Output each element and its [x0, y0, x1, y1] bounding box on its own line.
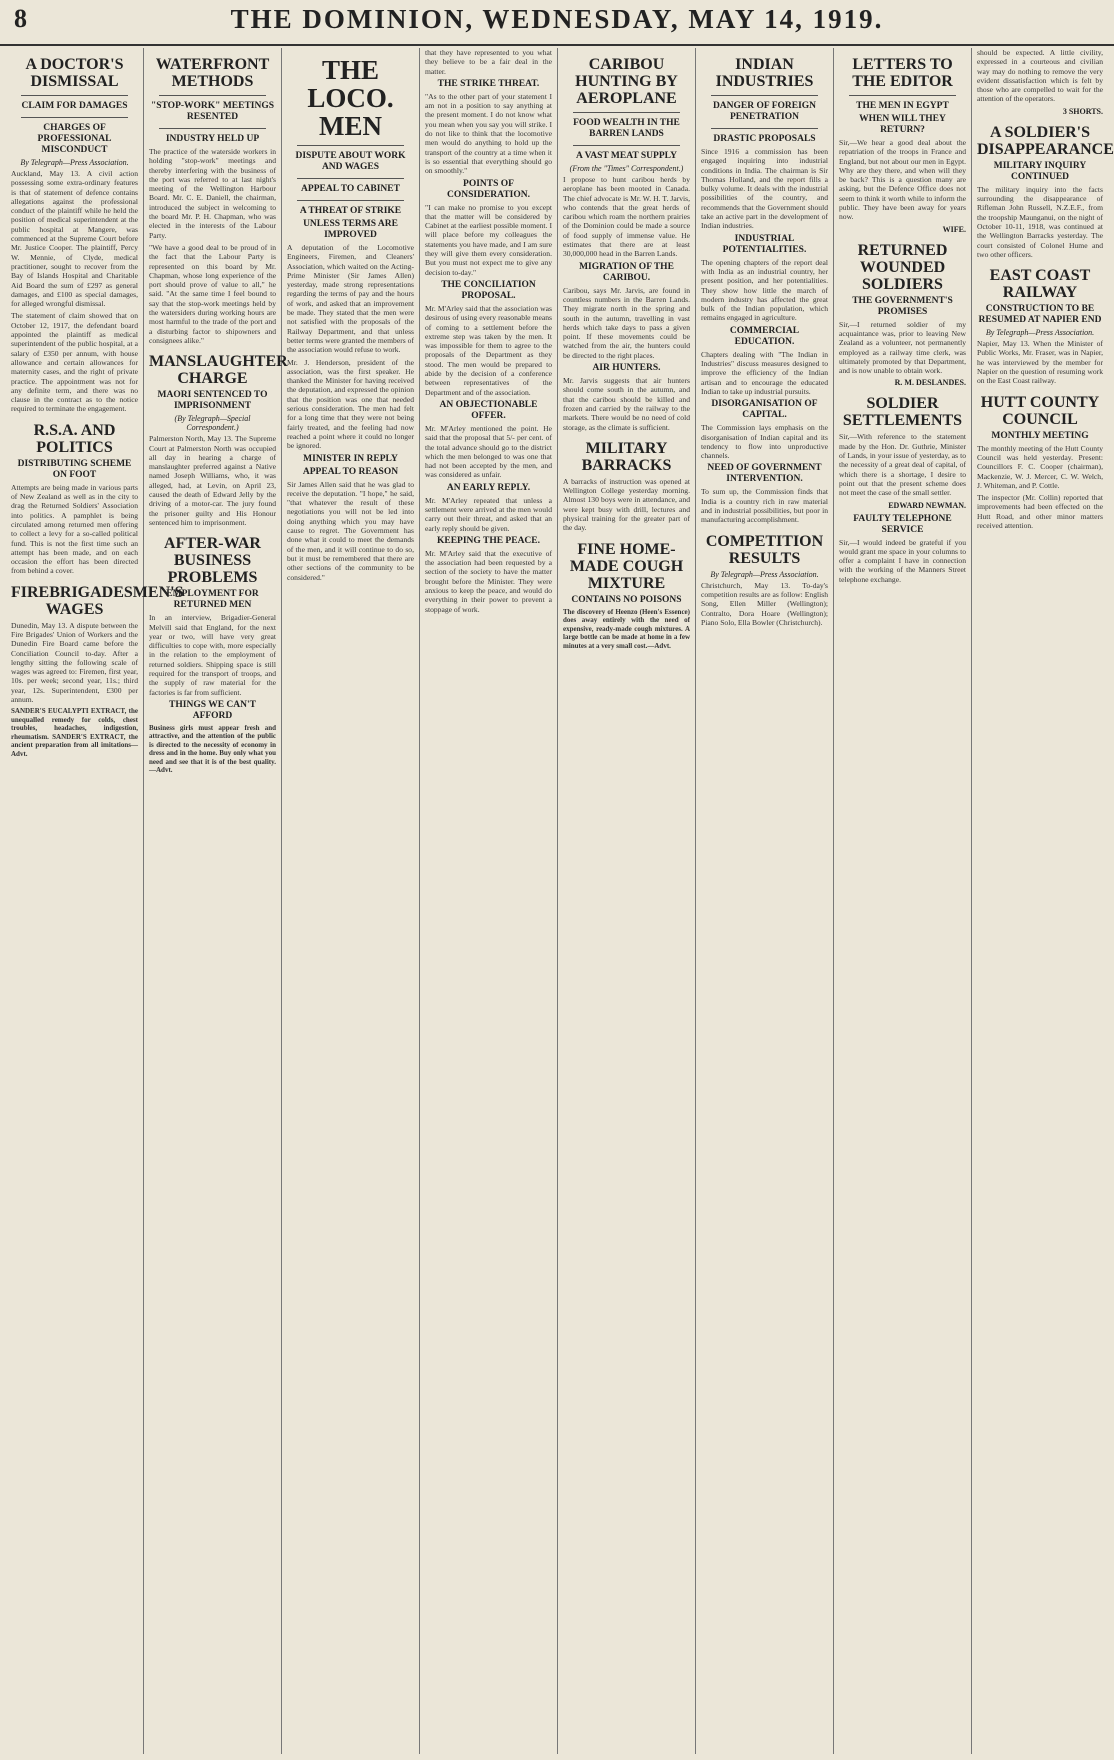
article-subheading: A VAST MEAT SUPPLY — [576, 151, 677, 161]
article-subheading: AN OBJECTIONABLE OFFER. — [439, 399, 538, 421]
column-3 — [282, 48, 420, 1754]
advertisement: Business girls must appear fresh and attractive, and the attention of the public is directed to the necessity of economy in dress and in the home. Buy only what you need and see that it is of the best quality.—Advt. — [149, 723, 276, 775]
article-subheading: MINISTER IN REPLY — [303, 453, 398, 464]
article-subheading: CONSTRUCTION TO BE RESUMED AT NAPIER END — [978, 304, 1102, 326]
column-4 — [420, 48, 558, 1754]
dateline: By Telegraph—Press Association. — [710, 569, 819, 579]
article-paragraph: "I can make no promise to you except that the matter will be considered by Cabinet at the earliest possible moment. I will place before my colleagues the statements you have made, and I am sure they will give them every consideration. But you must not expect me to give any decision to-day." — [425, 202, 552, 277]
article-subheading: DANGER OF FOREIGN PENETRATION — [712, 101, 817, 122]
article-subheading: CHARGES OF PROFESSIONAL MISCONDUCT — [37, 123, 112, 155]
letter-signature: R. M. DESLANDES. — [894, 378, 966, 388]
column-5 — [558, 48, 696, 1754]
article-subheading: FAULTY TELEPHONE SERVICE — [853, 513, 952, 535]
article-subheading: THE MEN IN EGYPT — [856, 101, 949, 111]
article-subheading: INDUSTRIAL POTENTIALITIES. — [722, 233, 807, 255]
article-subheading: MIGRATION OF THE CARIBOU. — [579, 261, 674, 283]
article-paragraph: A barracks of instruction was opened at Wellington College yesterday morning. Almost 130 boys were in attendance, and were kept busy with drill, lectures and physical training for the greater part of the day. — [563, 476, 690, 533]
article-paragraph: Mr. M'Arley mentioned the point. He said that the proposal that 5/- per cent. of the total advance should go to the district which the men belonged to was one that had not been accepted by the men, and was considered as unfair. — [425, 423, 552, 480]
article-paragraph: "As to the other part of your statement I am not in a position to say anything at the present moment. I do not know what you mean when you say you will strike. I do not like to think that the locomotive men would do anything to hold up the transport of the country at a time when it is so essential that everything should go on smoothly." — [425, 91, 552, 176]
article-paragraph: Attempts are being made in various parts of New Zealand as well as in the city to drag the Returned Soldiers' Association into politics. A pamphlet is being circulated among returned men offering to collect a levy for a so-called political fund. This is not the first time such an attempt has been made, and on each occasion the effort has been directed from behind a cover. — [11, 482, 138, 576]
dateline: (By Telegraph—Special Correspondent.) — [174, 414, 251, 433]
article-paragraph: Napier, May 13. When the Minister of Public Works, Mr. Fraser, was in Napier, he was interviewed by the member for Napier on the question of resuming work on the East Coast railway. — [977, 339, 1103, 386]
article-subheading: "STOP-WORK" MEETINGS RESENTED — [150, 101, 275, 122]
article-subheading: INDUSTRY HELD UP — [165, 134, 260, 144]
masthead — [0, 0, 1114, 46]
article-subheading: EMPLOYMENT FOR RETURNED MEN — [166, 589, 259, 611]
article-paragraph: Mr. J. Henderson, president of the association, was the first speaker. He thanked the Minister for having received the deputation, and expressed the opinion that the position was one that needed serious consideration. The men had felt for a long time that they were not being fairly treated, and the feeling had now reached a point where it could no longer be ignored. — [287, 357, 414, 451]
article-paragraph: The statement of claim showed that on October 12, 1917, the defendant board appointed the plaintiff as medical superintendent of the public hospital, at a salary of £350 per annum, with house allowance and certain allowances for maternity cases, and the right of private practice. The appointment was not for any definite term, and there was no clause in the contract as to the notice required to terminate the engagement. — [11, 311, 138, 414]
article-subheading: CLAIM FOR DAMAGES — [21, 101, 128, 111]
article-paragraph: The practice of the waterside workers in holding "stop-work" meetings and thereby interfering with the business of the port was referred to at last night's meeting of the Wellington Harbour Board. Mr. C. E. Daniell, the chairman, introduced the subject in welcoming to the board Mr. P. H. Chapman, who was elected in the interests of the Labour Party. — [149, 147, 276, 240]
article-subheading: DRASTIC PROPOSALS — [713, 134, 816, 144]
article-paragraph: "We have a good deal to be proud of in the fact that the Labour Party is represented on this board by Mr. Chapman, whose long experience of the port should prove of value to all," he said. "At the same time I feel bound to say that the stop-work meetings held by the watersiders during working hours are most harmful to the trade of the port and a disturbing factor to shipowners and consignees alike." — [149, 242, 276, 345]
article-headline: AFTER-WAR BUSINESS PROBLEMS — [164, 535, 261, 587]
article-subheading: APPEAL TO REASON — [302, 466, 399, 477]
article-subheading: POINTS OF CONSIDERATION. — [447, 178, 530, 200]
article-subheading: KEEPING THE PEACE. — [436, 535, 541, 546]
article-subheading: DISPUTE ABOUT WORK AND WAGES — [295, 151, 406, 172]
article-subheading: UNLESS TERMS ARE IMPROVED — [303, 219, 398, 240]
advertisement: SANDER'S EUCALYPTI EXTRACT, the unequalled remedy for colds, chest troubles, headaches, indigestion, rheumatism. SANDER'S EXTRACT, the ancient preparation from all imitations—Advt. — [11, 707, 138, 758]
column-6 — [696, 48, 834, 1754]
article-subheading: COMMERCIAL EDUCATION. — [729, 325, 800, 347]
article-headline: MANSLAUGHTER CHARGE — [149, 353, 288, 388]
article-paragraph: The inspector (Mr. Collin) reported that improvements had been effected on the Hutt Road, and other minor matters received attention. — [977, 493, 1103, 531]
letter-signature: WIFE. — [942, 224, 966, 234]
article-paragraph: The monthly meeting of the Hutt County Council was held yesterday. Present: Councillors F. C. Cooper (chairman), Mackenzie, W. J. Mercer, C. W. Welch, J. Whiteman, and P. Cottle. — [977, 443, 1103, 490]
article-paragraph: Since 1916 a commission has been engaged inquiring into industrial conditions in India. The chairman is Sir Thomas Holland, and the report fills a bulky volume. It deals with the industrial possibilities of the country, and recommends that the Government should take an active part in the development of Indian industries. — [701, 147, 828, 231]
article-headline: MILITARY BARRACKS — [581, 439, 672, 474]
article-subheading: DISTRIBUTING SCHEME ON FOOT — [17, 458, 132, 480]
dateline: By Telegraph—Press Association. — [20, 158, 129, 167]
article-subheading: CONTAINS NO POISONS — [571, 594, 682, 605]
article-paragraph: Dunedin, May 13. A dispute between the Fire Brigades' Union of Workers and the Dunedin Fire Board came before the Conciliation Council to-day. After a lengthy sitting the following scale of wages was agreed to: Firemen, first year, 10s. per week; second year, 11s.; third year, 12s. Superintendent, £300 per annum. — [11, 620, 138, 705]
article-paragraph: A deputation of the Locomotive Engineers, Firemen, and Cleaners' Association, which waited on the Acting-Prime Minister (Sir James Allen) yesterday, made strong representations regarding the terms of pay and the hours of work, and asked that an improvement be made. They stated that the men were not satisfied with the proposals of the Railway Department, and that unless better terms were granted the members of the association would refuse to work. — [287, 243, 414, 355]
article-subheading: THE GOVERNMENT'S PROMISES — [852, 295, 953, 317]
article-headline: R.S.A. AND POLITICS — [33, 421, 116, 456]
article-headline: FINE HOME-MADE COUGH MIXTURE — [569, 540, 684, 592]
article-paragraph: Auckland, May 13. A civil action possessing some extra-ordinary features is that of statement of defence contains allegations against the professional conduct of the plaintiff while he held the position of medical superintendent at the public hospital at Mangere, was commenced at the Supreme Court before Mr. Justice Cooper. The plaintiff, Percy W. Mennie, of Clyde, medical practitioner, sought to recover from the Bay of Islands Hospital and Charitable Aid Board the sum of £297 as general damages, and £100 as special damages, for alleged wrongful dismissal. — [11, 169, 138, 309]
advertisement: The discovery of Heenzo (Heen's Essence) does away entirely with the need of expensive, ready-made cough mixtures. A large bottle can be made at home in a few minutes at a very small cost.—Advt. — [563, 607, 690, 650]
article-paragraph: Mr. M'Arley said that the association was desirous of using every reasonable means of coming to a settlement before the extreme step was taken by the men. It was impossible for them to agree to the proposals of the Department as they stood. The men would be prepared to abide by the decision of a conference between representatives of the Department and of the association. — [425, 303, 552, 397]
article-subheading: APPEAL TO CABINET — [301, 184, 400, 194]
article-headline: A DOCTOR'S DISMISSAL — [25, 56, 124, 90]
article-subheading: THINGS WE CAN'T AFFORD — [169, 699, 256, 721]
article-subheading: MILITARY INQUIRY CONTINUED — [993, 160, 1087, 182]
article-paragraph: that they have represented to you what they believe to be a fair deal in the matter. — [425, 48, 552, 76]
article-paragraph: The military inquiry into the facts surrounding the disappearance of Rifleman John Russell, N.Z.E.F., from the troopship Maunganui, on the night of October 10-11, 1918, was continued at the Wellington Barracks yesterday. The court consisted of Colonel Hume and two other officers. — [977, 184, 1103, 259]
article-paragraph: To sum up, the Commission finds that India is a country rich in raw material and in industrial possibilities, but poor in manufacturing accomplishment. — [701, 487, 828, 525]
article-subheading: THE CONCILIATION PROPOSAL. — [441, 279, 536, 301]
article-paragraph: Caribou, says Mr. Jarvis, are found in countless numbers in the Barren Lands. They migrate north in the spring and south in the autumn, travelling in vast herds which take days to pass a given point. If these movements could be watched from the air, the hunters could be directed to the right places. — [563, 285, 690, 360]
page-number: 8 — [14, 4, 27, 33]
article-subheading: MONTHLY MEETING — [991, 430, 1089, 441]
article-headline: A SOLDIER'S DISAPPEARANCE — [977, 123, 1114, 158]
article-subheading: DISORGANISATION OF CAPITAL. — [711, 399, 818, 421]
letter-signature: 3 SHORTS. — [1062, 106, 1103, 116]
article-paragraph: The Commission lays emphasis on the disorganisation of Indian capital and its tendency to flow into unproductive channels. — [701, 423, 828, 461]
article-subheading: WHEN WILL THEY RETURN? — [859, 114, 946, 135]
letter-paragraph: Sir,—I returned soldier of my acquaintance was, prior to leaving New Zealand as a volunteer, not permanently employed as a railway time clerk, was ultimately promoted by that Department, and is now unable to obtain work. — [839, 319, 966, 376]
article-paragraph: Palmerston North, May 13. The Supreme Court at Palmerston North was occupied all day in hearing a charge of manslaughter preferred against a Native named Joseph Williams, who, it was alleged, had, at Levin, on April 23, caused the death of Edward Jelly by the driving of a motor-car. The jury found the prisoner guilty and His Honour sentenced him to imprisonment. — [149, 434, 276, 527]
article-headline: SOLDIER SETTLEMENTS — [842, 395, 963, 430]
article-headline: RETURNED WOUNDED SOLDIERS — [857, 241, 948, 293]
article-paragraph: The opening chapters of the report deal with India as an industrial country, her present position, and her potentialities. They show how little the march of modern industry has affected the great bulk of the Indian population, which remains engaged in agriculture. — [701, 257, 828, 323]
dateline: By Telegraph—Press Association. — [985, 328, 1095, 338]
article-paragraph: I propose to hunt caribou herds by aeroplane has been mooted in Canada. The chief advocate is Mr. W. H. T. Jarvis, who contends that the great herds of caribou which roam the northern prairies of the Dominion could be made a source of food supply of immense value. He estimates that there are at least 30,000,000 head in the Barren Lands. — [563, 175, 690, 259]
article-paragraph: Sir James Allen said that he was glad to receive the deputation. "I hope," he said, "that whatever the result of these negotiations you will not be led into doing anything which you may have cause to regret. The Government has done what it could to meet the demands of the men, and it will continue to do so, but it must be remembered that there are other sections of the community to be considered." — [287, 479, 414, 582]
article-subheading: MAORI SENTENCED TO IMPRISONMENT — [157, 390, 268, 412]
column-2 — [144, 48, 288, 1754]
newspaper-title: THE DOMINION, WEDNESDAY, MAY 14, 1919. — [230, 4, 884, 34]
article-paragraph: Christchurch, May 13. To-day's competition results are as follow: English Song, Ellen Miller (Wellington); Contralto, Dora Hoare (Wellington); Piano Solo, Ella Bowler (Christchurch). — [701, 580, 828, 627]
column-1 — [6, 48, 184, 1754]
letter-paragraph: should be expected. A little civility, expressed in a courteous and civilian way may do nothing to remove the very evident dissatisfaction which is felt by those who are compelled to wait for the attention of the operators. — [977, 48, 1103, 104]
article-headline: LETTERS TO THE EDITOR — [852, 56, 953, 90]
letter-paragraph: Sir,—With reference to the statement made by the Hon. Dr. Guthrie, Minister of Lands, in your issue of yesterday, as to the necessity of a great deal of capital, of which there is a shortage, I desire to point out that the present scheme does not meet the case of the small settler. — [839, 432, 966, 498]
article-headline: FIREBRIGADESMEN'S WAGES — [11, 583, 184, 618]
article-paragraph: Mr. Jarvis suggests that air hunters should come south in the autumn, and that the caribou should be killed and frozen and carried by the railway to the markets. There would be no need of cold storage, as the climate is sufficient. — [563, 376, 690, 432]
letter-paragraph: Sir,—We hear a good deal about the repatriation of the troops in France and England, but not about our men in Egypt. Why are they there, and when will they be back? This is a question many are asking, but the Defence Office does not seem to think it worth while to inform the public. They have been away for years now. — [839, 138, 966, 222]
article-paragraph: Chapters dealing with "The Indian in Industries" discuss measures designed to improve the efficiency of the Indian artisan and to encourage the educated Indian to take up industrial pursuits. — [701, 349, 828, 396]
article-subheading: AIR HUNTERS. — [592, 363, 661, 374]
article-subheading: THE STRIKE THREAT. — [437, 78, 540, 89]
column-7 — [834, 48, 972, 1754]
article-headline: INDIAN INDUSTRIES — [715, 56, 814, 90]
dateline: (From the "Times" Correspondent.) — [569, 164, 684, 173]
article-subheading: A THREAT OF STRIKE — [299, 206, 402, 216]
article-subheading: NEED OF GOVERNMENT INTERVENTION. — [707, 463, 822, 485]
article-subheading: AN EARLY REPLY. — [446, 482, 531, 493]
article-headline: WATERFRONT METHODS — [155, 56, 270, 90]
article-headline: THE LOCO. MEN — [307, 55, 394, 141]
article-subheading: FOOD WEALTH IN THE BARREN LANDS — [573, 118, 680, 139]
article-paragraph: Mr. M'Arley repeated that unless a settlement were arrived at the men would carry out their threat, and asked that an early reply should be given. — [425, 495, 552, 533]
letter-paragraph: Sir,—I would indeed be grateful if you would grant me space in your columns to offer a complaint I have in connection with the working of the Manners Street telephone exchange. — [839, 537, 966, 584]
article-paragraph: Mr. M'Arley said that the executive of the association had been requested by a section of the society to have the matter brought before the Minister. They were anxious to keep the peace, and would do everything in their power to prevent a stoppage of work. — [425, 548, 552, 614]
article-headline: COMPETITION RESULTS — [705, 532, 824, 567]
article-headline: EAST COAST RAILWAY — [989, 267, 1091, 302]
article-headline: HUTT COUNTY COUNCIL — [980, 393, 1100, 428]
newspaper-page — [6, 48, 1114, 1754]
article-headline: CARIBOU HUNTING BY AEROPLANE — [575, 56, 678, 107]
article-paragraph: In an interview, Brigadier-General Melvill said that England, for the next year or two, will have very great difficulties to cope with, more especially in the relation to the employment of returned soldiers. Shipping space is still required for the transport of troops, and the supply of raw material for the factories is far from sufficient. — [149, 613, 276, 697]
column-8 — [972, 48, 1114, 1754]
letter-signature: EDWARD NEWMAN. — [888, 500, 966, 510]
